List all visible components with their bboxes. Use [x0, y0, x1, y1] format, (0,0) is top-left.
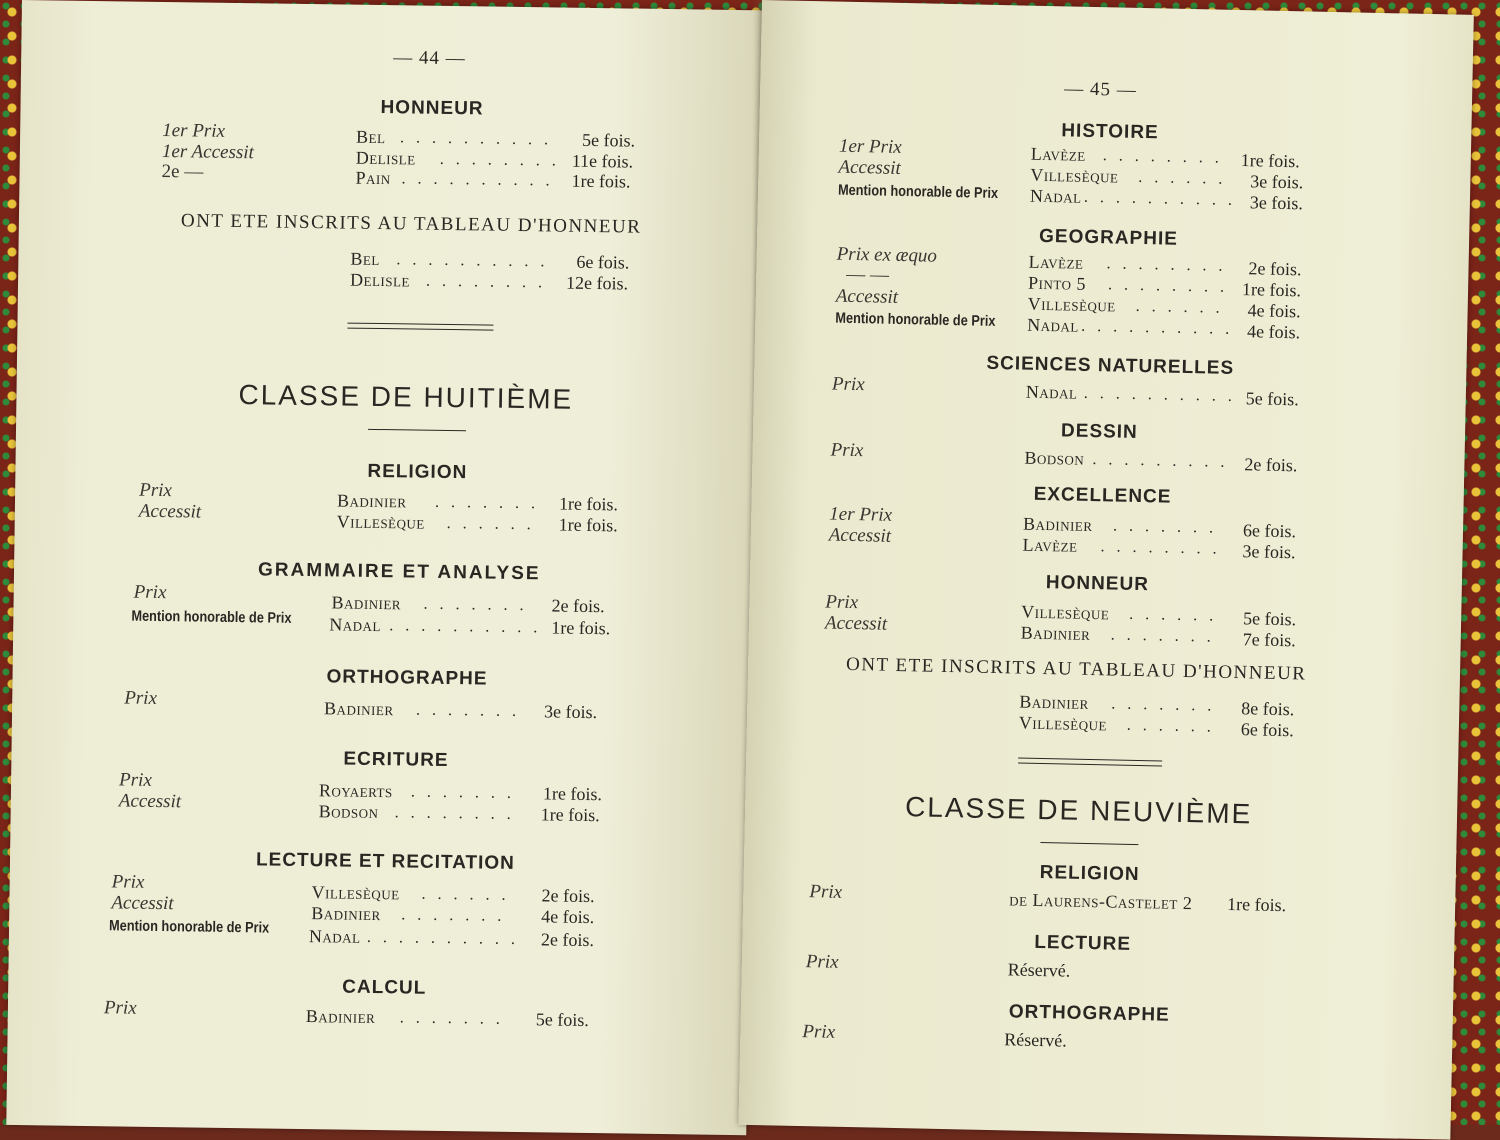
dot-leader: . . . . . . . . [439, 150, 560, 170]
dot-leader: . . . . . . . . . . [366, 928, 520, 949]
section-title-religion: RELIGION [367, 460, 468, 484]
dot-leader: . . . . . . . [401, 906, 506, 925]
times-count: 5e fois. [1242, 608, 1297, 630]
student-name: Badinier [1020, 622, 1091, 645]
dot-leader: . . . . . . [1138, 168, 1227, 188]
award-label: Prix [809, 881, 843, 903]
dot-leader: . . . . . . . . [425, 272, 547, 292]
dot-leader: . . . . . . . . [1102, 147, 1223, 167]
student-name: Villesèque [336, 511, 425, 533]
award-label: Prix [139, 479, 173, 502]
award-label: 1er Prix [838, 135, 902, 158]
section-title-excellence: EXCELLENCE [1033, 483, 1172, 508]
section-title-ecriture: ECRITURE [343, 748, 449, 772]
award-label: — — [846, 263, 890, 286]
dot-leader: . . . . . . [421, 885, 510, 904]
award-label: Accessit [111, 892, 174, 915]
student-name: Bodson [1024, 447, 1085, 469]
award-label: Prix [802, 1021, 836, 1043]
award-label: Accessit [838, 156, 901, 179]
section-title-orthographe: ORTHOGRAPHE [326, 666, 488, 690]
student-name: Bel [350, 248, 380, 270]
times-count: 1re fois. [571, 170, 631, 192]
dot-leader: . . . . . . . . . . [1081, 317, 1234, 338]
class-title: CLASSE DE HUITIÈME [238, 379, 574, 415]
times-count: 7e fois. [1242, 629, 1296, 651]
award-label-mention: Mention honorable de Prix [835, 309, 996, 330]
section-title-orthographe: ORTHOGRAPHE [1008, 1001, 1170, 1026]
student-name: Villesèque [1027, 293, 1116, 316]
student-name: Pinto 5 [1027, 272, 1087, 294]
award-label: Prix [111, 871, 145, 893]
award-label: 2e — [161, 160, 204, 183]
reserved-value: Réservé. [1007, 959, 1071, 981]
student-name: Badinier [324, 698, 394, 720]
student-name: Delisle [355, 147, 416, 169]
student-name: Villesèque [311, 882, 400, 904]
student-name: Bodson [318, 801, 379, 823]
dot-leader: . . . . . . . . . [1092, 451, 1229, 471]
times-count: 5e fois. [581, 129, 636, 151]
student-name: Bel [355, 126, 386, 148]
times-count: 11e fois. [571, 150, 634, 172]
award-label: Prix [103, 997, 137, 1019]
student-name: Villesèque [1021, 601, 1110, 624]
dot-leader: . . . . . . . [1110, 626, 1215, 646]
award-label: 1er Prix [162, 119, 226, 142]
award-label: Prix [805, 951, 839, 973]
student-name: Lavèze [1030, 143, 1086, 165]
title-underline [1040, 842, 1138, 845]
times-count: 6e fois. [576, 251, 630, 273]
section-title-honneur: HONNEUR [380, 97, 484, 120]
times-count: 2e fois. [1248, 258, 1302, 280]
award-label-mention: Mention honorable de Prix [131, 607, 292, 627]
page-44 [6, 0, 762, 1135]
award-label: Accessit [138, 500, 202, 523]
dot-leader: . . . . . . . [423, 595, 528, 615]
page-45 [738, 0, 1473, 1140]
times-count: 4e fois. [541, 906, 595, 928]
times-count: 12e fois. [565, 272, 629, 294]
award-label: 1er Prix [829, 503, 893, 526]
student-name: Badinier [311, 903, 381, 925]
award-label-mention: Mention honorable de Prix [108, 917, 270, 937]
dot-leader: . . . . . . [446, 514, 535, 534]
section-divider [347, 323, 493, 331]
page-number: — 44 — [393, 47, 466, 70]
dot-leader: . . . . . . [1129, 605, 1218, 625]
student-name: Nadal [1029, 185, 1082, 207]
section-divider [1018, 758, 1162, 767]
times-count: 3e fois. [1250, 171, 1304, 193]
times-count: 3e fois. [1249, 192, 1304, 214]
student-name: Badinier [336, 490, 407, 512]
times-count: 1re fois. [1226, 893, 1287, 916]
award-label: Prix [825, 591, 859, 614]
student-name: Nadal [1025, 381, 1078, 403]
student-name: Badinier [1019, 691, 1090, 713]
dot-leader: . . . . . . . . [1107, 276, 1229, 296]
title-underline [368, 429, 466, 431]
award-label: 1er Accessit [161, 140, 255, 164]
student-name: Villesèque [1018, 712, 1108, 735]
award-label: Prix [118, 769, 152, 791]
tableau-heading: ONT ETE INSCRITS AU TABLEAU D'HONNEUR [845, 653, 1307, 685]
student-name: Villesèque [1030, 164, 1119, 187]
award-label: Prix [830, 439, 864, 462]
award-label: Accessit [824, 612, 888, 635]
award-label: Prix [831, 373, 865, 396]
times-count: 2e fois. [541, 885, 595, 907]
student-name: Pain [355, 167, 391, 189]
student-name: Nadal [308, 926, 361, 947]
award-label: Prix [133, 581, 167, 604]
award-label: Prix ex æquo [836, 243, 938, 267]
student-name: Delisle [349, 269, 411, 291]
times-count: 6e fois. [1242, 520, 1297, 542]
times-count: 5e fois. [535, 1009, 589, 1031]
times-count: 4e fois. [1246, 321, 1301, 343]
section-title-calcul: CALCUL [342, 976, 427, 999]
dot-leader: . . . . . . [1126, 716, 1216, 736]
times-count: 2e fois. [551, 595, 605, 617]
student-name: Badinier [331, 592, 402, 614]
times-count: 5e fois. [1245, 388, 1299, 410]
times-count: 1re fois. [540, 804, 600, 826]
section-title-lecture: LECTURE ET RECITATION [255, 849, 515, 874]
dot-leader: . . . . . . . . [1100, 538, 1221, 558]
times-count: 6e fois. [1240, 719, 1295, 741]
dot-leader: . . . . . . . . [394, 804, 515, 823]
tableau-heading: ONT ETE INSCRITS AU TABLEAU D'HONNEUR [180, 210, 642, 238]
times-count: 1re fois. [542, 783, 603, 805]
dot-leader: . . . . . . . . . . [401, 170, 554, 190]
times-count: 3e fois. [1242, 541, 1296, 563]
times-count: 1re fois. [1241, 279, 1302, 301]
dot-leader: . . . . . . . [434, 493, 540, 513]
section-title-religion: RELIGION [1039, 862, 1140, 886]
section-title-histoire: HISTOIRE [1061, 120, 1159, 144]
dot-leader: . . . . . . . . . . [389, 617, 542, 637]
dot-leader: . . . . . . . . [1106, 255, 1227, 275]
dot-leader: . . . . . . [1135, 297, 1224, 317]
award-label: Prix [124, 687, 158, 709]
times-count: 1re fois. [551, 617, 611, 639]
times-count: 1re fois. [1240, 150, 1300, 172]
section-title-lecture: LECTURE [1034, 931, 1132, 955]
dot-leader: . . . . . . . . . . [399, 129, 553, 149]
reserved-value: Réservé. [1004, 1029, 1067, 1051]
dot-leader: . . . . . . . [1112, 517, 1218, 537]
dot-leader: . . . . . . . [1111, 695, 1216, 715]
award-label-mention: Mention honorable de Prix [837, 181, 999, 202]
student-name: de Laurens-Castelet 2 [1009, 889, 1193, 914]
dot-leader: . . . . . . . . . . [1083, 384, 1236, 406]
award-label: Accessit [828, 524, 892, 547]
dot-leader: . . . . . . . [399, 1009, 504, 1028]
student-name: Lavèze [1028, 251, 1084, 273]
section-title-dessin: DESSIN [1060, 420, 1138, 443]
times-count: 3e fois. [543, 701, 598, 723]
student-name: Badinier [1022, 513, 1093, 536]
times-count: 1re fois. [558, 493, 619, 515]
dot-leader: . . . . . . . . . . [1083, 188, 1237, 209]
class-title: CLASSE DE NEUVIÈME [904, 791, 1253, 830]
section-title-sciences: SCIENCES NATURELLES [986, 352, 1235, 379]
award-label: Accessit [118, 790, 182, 813]
dot-leader: . . . . . . . [416, 701, 521, 721]
student-name: Nadal [329, 614, 382, 636]
section-title-grammaire: GRAMMAIRE ET ANALYSE [257, 559, 541, 585]
student-name: Royaerts [318, 780, 393, 802]
dot-leader: . . . . . . . [410, 783, 516, 802]
student-name: Badinier [305, 1006, 376, 1028]
times-count: 2e fois. [540, 929, 595, 951]
student-name: Nadal [1027, 314, 1080, 336]
times-count: 2e fois. [1244, 454, 1298, 476]
times-count: 4e fois. [1247, 300, 1301, 322]
page-number: — 45 — [1063, 78, 1137, 101]
times-count: 1re fois. [558, 514, 618, 536]
times-count: 8e fois. [1241, 698, 1295, 720]
student-name: Lavèze [1022, 534, 1078, 556]
award-label: Accessit [835, 285, 899, 308]
dot-leader: . . . . . . . . . . [396, 251, 549, 271]
section-title-honneur: HONNEUR [1045, 572, 1150, 596]
section-title-geographie: GEOGRAPHIE [1038, 225, 1179, 250]
